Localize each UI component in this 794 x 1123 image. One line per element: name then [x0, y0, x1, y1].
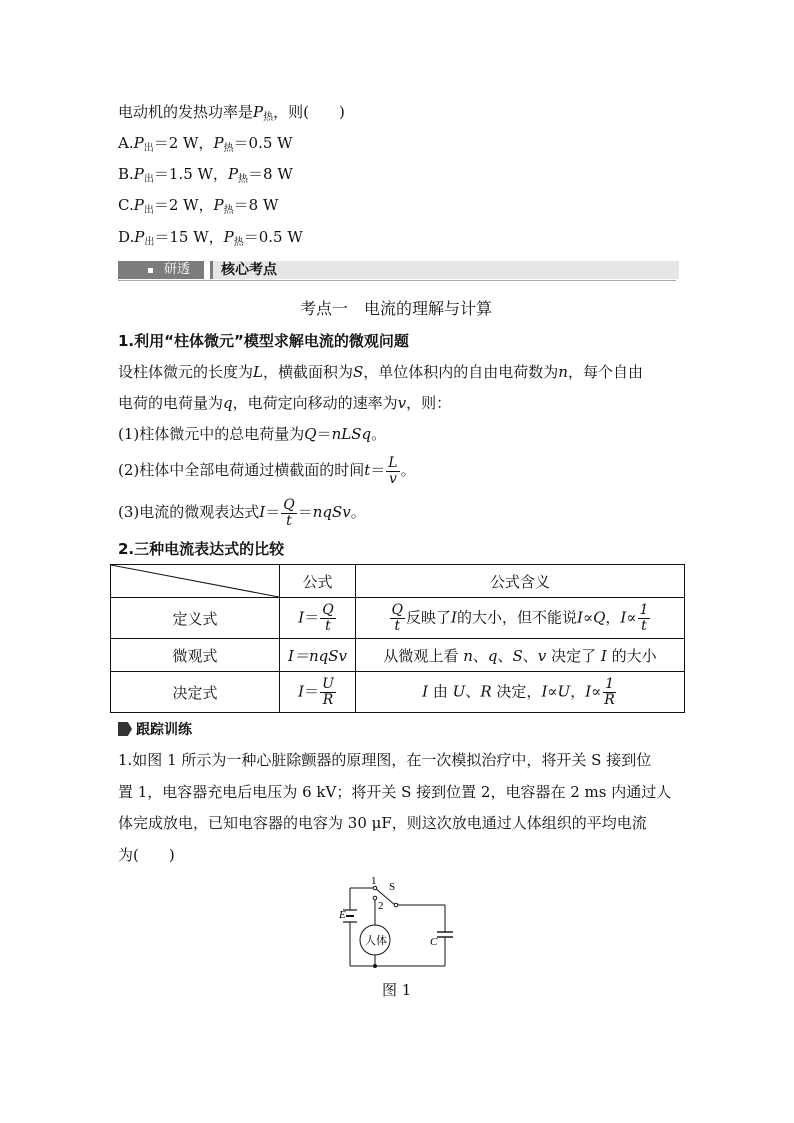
section-banner [118, 260, 676, 281]
row-name: 微观式 [111, 639, 280, 672]
header-formula: 公式 [280, 565, 356, 598]
paragraph-line-1: 设柱体微元的长度为L，横截面积为S，单位体积内的自由电荷数为n，每个自由 [118, 363, 643, 381]
label-switch-S: S [389, 881, 396, 893]
question-1-line-2: 置 1，电容器充电后电压为 6 kV；将开关 S 接到位置 2，电容器在 2 ms 内通过人 [118, 783, 672, 801]
row-name: 定义式 [111, 598, 280, 639]
banner-divider [118, 280, 676, 281]
label-E: E [339, 909, 346, 921]
label-C: C [430, 936, 438, 948]
item-1: (1)柱体微元中的总电荷量为Q＝nLSq。 [118, 425, 387, 443]
option-d[interactable]: $D.P_出=15$ W，$P_热=0.5$ W [118, 228, 303, 248]
row-formula: I＝nqSv [280, 639, 356, 672]
fraction-L-over-v: $\frac{L}{v}$ [388, 454, 398, 487]
question-1-line-1: 1.如图 1 所示为一种心脏除颤器的原理图，在一次模拟治疗中，将开关 S 接到位 [118, 751, 652, 769]
row-meaning: $\frac{Q}{t}$ 反映了I的大小，但不能说I∝Q，I∝ $\frac{1}{t}$ [356, 598, 685, 639]
label-human-body: 人体 [365, 934, 387, 947]
option-a[interactable]: $A.P_出=2$ W，$P_热=0.5$ W [118, 134, 293, 154]
table-row [111, 598, 685, 639]
banner-right: 核心考点 [210, 261, 679, 279]
circuit-diagram [335, 870, 460, 970]
table-header-row [111, 565, 685, 598]
subheading-1: 1.利用“柱体微元”模型求解电流的微观问题 [118, 332, 409, 350]
row-formula: I＝ $\frac{U}{R}$ [280, 672, 356, 713]
row-formula: I＝ $\frac{Q}{t}$ [280, 598, 356, 639]
header-meaning: 公式含义 [356, 565, 685, 598]
item-2: (2)柱体中全部电荷通过横截面的时间t＝ $\frac{L}{v}$ 。 [118, 454, 416, 487]
option-b[interactable]: $B.P_出=1.5$ W，$P_热=8$ W [118, 165, 293, 185]
row-meaning: 从微观上看 n、q、S、v 决定了 I 的大小 [356, 639, 685, 672]
question-1-line-4: 为( ) [118, 846, 175, 864]
row-name: 决定式 [111, 672, 280, 713]
question-1-line-3: 体完成放电，已知电容器的电容为 30 μF，则这次放电通过人体组织的平均电流 [118, 814, 647, 832]
banner-left: 研透 [118, 261, 204, 279]
diagonal-header-cell [111, 565, 280, 598]
item-3: (3)电流的微观表达式I＝ $\frac{Q}{t}$ ＝nqSv。 [118, 496, 366, 529]
comparison-table [110, 564, 685, 713]
question-stem: 电动机的发热功率是$P_热$，则( ) [118, 103, 345, 123]
section-title: 考点一 电流的理解与计算 [300, 299, 493, 318]
figure-caption: 图 1 [382, 981, 412, 999]
table-row [111, 639, 685, 672]
label-contact-1: 1 [371, 875, 377, 887]
label-contact-2: 2 [378, 900, 384, 912]
practice-tag: 跟踪训练 [118, 721, 192, 739]
square-bullet-icon [148, 268, 153, 273]
option-c[interactable]: $C.P_出=2$ W，$P_热=8$ W [118, 196, 279, 216]
row-meaning: I 由 U、R 决定，I∝U，I∝ $\frac{1}{R}$ [356, 672, 685, 713]
subheading-2: 2.三种电流表达式的比较 [118, 540, 285, 558]
diagonal-line [111, 565, 279, 597]
paragraph-line-2: 电荷的电荷量为q，电荷定向移动的速率为v，则： [118, 394, 452, 412]
tag-marker-icon [118, 722, 132, 736]
table-row [111, 672, 685, 713]
fraction-Q-over-t: $\frac{Q}{t}$ [283, 496, 295, 529]
